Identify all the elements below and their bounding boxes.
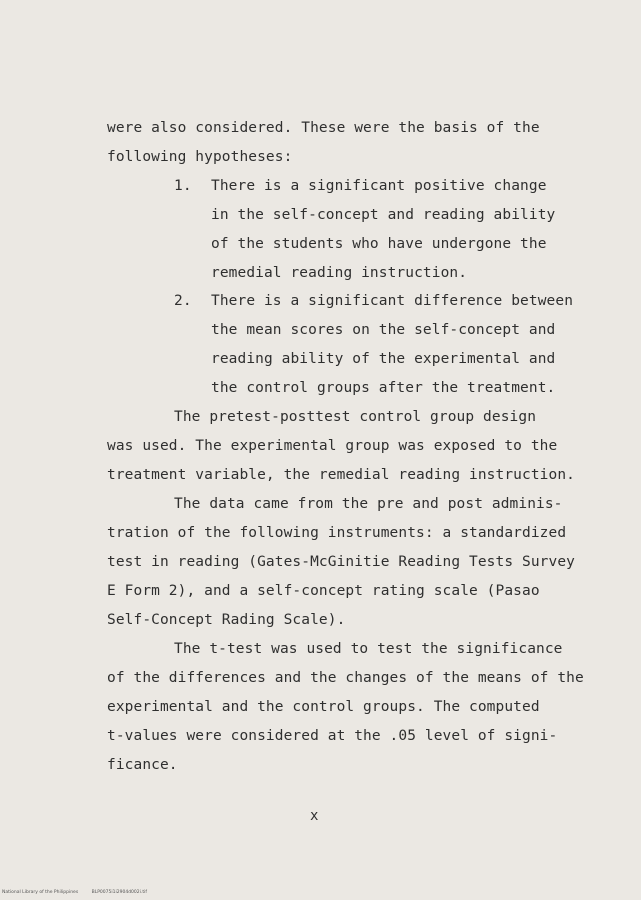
text-line: There is a significant positive change bbox=[211, 178, 547, 194]
text-line: ficance. bbox=[107, 757, 178, 773]
text-line: Self-Concept Rading Scale). bbox=[107, 612, 346, 628]
text-line: remedial reading instruction. bbox=[211, 265, 468, 281]
text-line: t-values were considered at the .05 level of signi- bbox=[107, 728, 558, 744]
text-line: E Form 2), and a self-concept rating scale (Pasao bbox=[107, 583, 540, 599]
text-line: in the self-concept and reading ability bbox=[211, 207, 556, 223]
text-line: experimental and the control groups. The computed bbox=[107, 699, 540, 715]
text-line: were also considered. These were the basis of the bbox=[107, 120, 540, 136]
text-line: tration of the following instruments: a standardized bbox=[107, 525, 567, 541]
text-line: of the students who have undergone the bbox=[211, 236, 547, 252]
scan-footer bbox=[2, 890, 159, 896]
text-line: reading ability of the experimental and bbox=[211, 351, 556, 367]
text-line: the control groups after the treatment. bbox=[211, 380, 556, 396]
text-line: of the differences and the changes of the means of the bbox=[107, 670, 584, 686]
text-line: the mean scores on the self-concept and bbox=[211, 322, 556, 338]
text-line: was used. The experimental group was exposed to the bbox=[107, 438, 558, 454]
text-line: following hypotheses: bbox=[107, 149, 293, 165]
text-line: There is a significant difference between bbox=[211, 293, 574, 309]
text-line: test in reading (Gates-McGinitie Reading Tests Survey bbox=[107, 554, 575, 570]
page-number: x bbox=[310, 808, 319, 824]
text-line: The pretest-posttest control group design bbox=[174, 409, 537, 425]
list-number: 2. bbox=[174, 293, 192, 309]
footer-library: National Library of the Philippines bbox=[2, 890, 79, 895]
text-line: The t-test was used to test the significance bbox=[174, 641, 563, 657]
footer-code: BLP0075i1i2904d002i.tif bbox=[91, 890, 147, 895]
text-line: The data came from the pre and post adminis- bbox=[174, 496, 563, 512]
list-number: 1. bbox=[174, 178, 192, 194]
text-line: treatment variable, the remedial reading instruction. bbox=[107, 467, 575, 483]
